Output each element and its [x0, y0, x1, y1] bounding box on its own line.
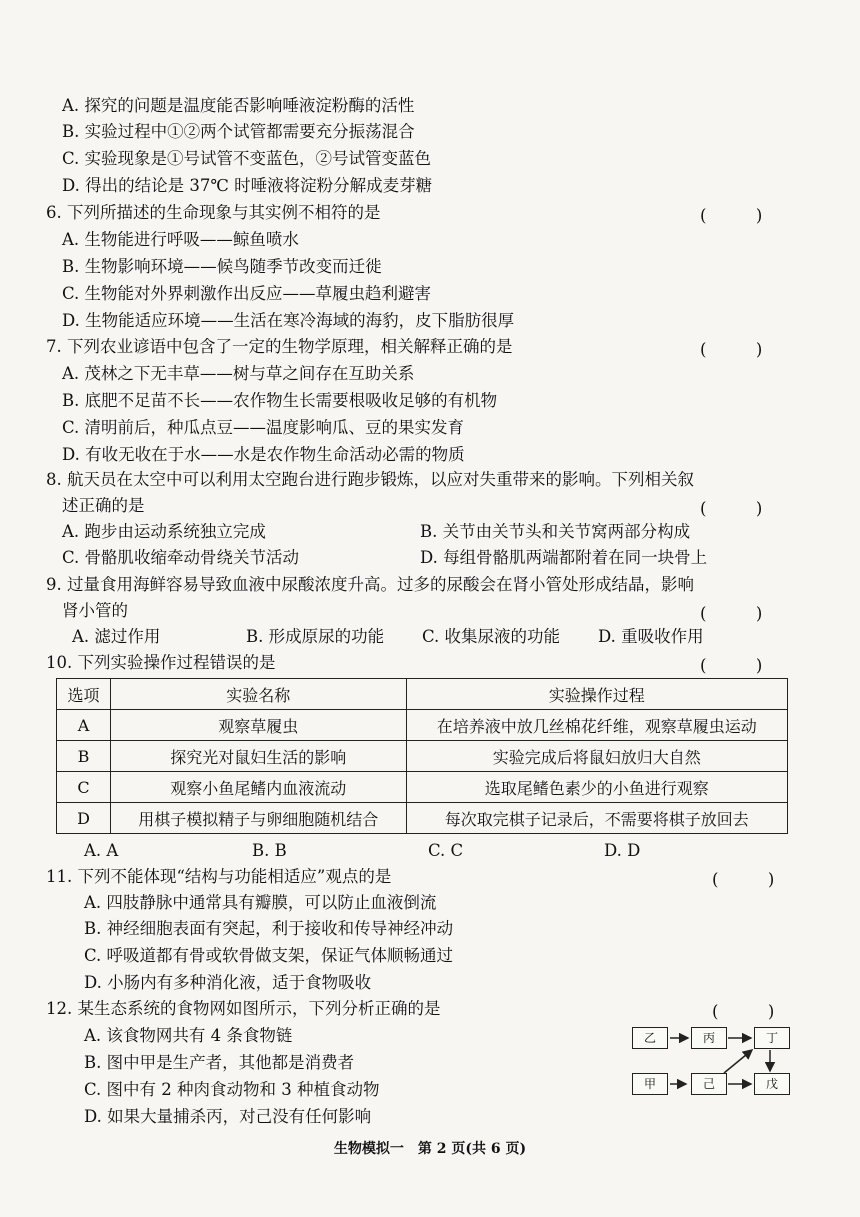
q8-stem-line1: 8. 航天员在太空中可以利用太空跑台进行跑步锻炼，以应对失重带来的影响。下列相关叙: [46, 470, 694, 489]
table-cell: 实验完成后将鼠妇放归大自然: [406, 741, 787, 772]
table-header-row: [57, 679, 788, 710]
q8-option-d: D. 每组骨骼肌两端都附着在同一块骨上: [420, 548, 708, 567]
arrow-ji-to-ding: [724, 1050, 752, 1073]
table-cell: 观察草履虫: [110, 710, 406, 741]
q5-option-d: D. 得出的结论是 37℃ 时唾液将淀粉分解成麦芽糖: [62, 176, 433, 195]
food-web-diagram: [628, 1024, 798, 1100]
node-ding: 丁: [754, 1027, 790, 1049]
node-jia: 甲: [632, 1073, 668, 1095]
table-row: [57, 710, 788, 741]
q8-option-a: A. 跑步由运动系统独立完成: [62, 522, 266, 541]
q5-option-b: B. 实验过程中①②两个试管都需要充分振荡混合: [62, 122, 415, 141]
table-header-option: 选项: [57, 679, 111, 710]
table-header-procedure: 实验操作过程: [406, 679, 787, 710]
q7-stem: 7. 下列农业谚语中包含了一定的生物学原理，相关解释正确的是: [46, 337, 513, 356]
table-cell: A: [57, 710, 111, 741]
q11-option-d: D. 小肠内有多种消化液，适于食物吸收: [84, 973, 372, 992]
q8-stem-line2: 述正确的是: [62, 496, 145, 515]
table-cell: 每次取完棋子记录后，不需要将棋子放回去: [406, 803, 787, 834]
q5-option-a: A. 探究的问题是温度能否影响唾液淀粉酶的活性: [62, 96, 415, 115]
q9-option-c: C. 收集尿液的功能: [422, 627, 561, 646]
q8-option-c: C. 骨骼肌收缩牵动骨绕关节活动: [62, 548, 300, 567]
table-row: [57, 741, 788, 772]
q10-answer-paren: ( ): [700, 656, 763, 675]
q10-stem: 10. 下列实验操作过程错误的是: [46, 653, 276, 672]
node-ji: 己: [691, 1073, 727, 1095]
q11-option-c: C. 呼吸道都有骨或软骨做支架，保证气体顺畅通过: [84, 946, 454, 965]
table-cell: C: [57, 772, 111, 803]
q11-option-a: A. 四肢静脉中通常具有瓣膜，可以防止血液倒流: [84, 893, 437, 912]
q6-option-d: D. 生物能适应环境——生活在寒冷海域的海豹，皮下脂肪很厚: [62, 311, 515, 330]
q5-option-c: C. 实验现象是①号试管不变蓝色，②号试管变蓝色: [62, 149, 432, 168]
node-yi: 乙: [632, 1027, 668, 1049]
q11-stem: 11. 下列不能体现“结构与功能相适应”观点的是: [46, 867, 392, 886]
q10-answer-b: B. B: [252, 841, 287, 860]
node-bing: 丙: [691, 1027, 727, 1049]
q7-option-a: A. 茂林之下无丰草——树与草之间存在互助关系: [62, 364, 415, 383]
q7-answer-paren: ( ): [700, 340, 763, 359]
q7-option-c: C. 清明前后，种瓜点豆——温度影响瓜、豆的果实发育: [62, 418, 465, 437]
q6-answer-paren: ( ): [700, 206, 763, 225]
table-cell: 探究光对鼠妇生活的影响: [110, 741, 406, 772]
q9-option-a: A. 滤过作用: [72, 627, 161, 646]
q8-answer-paren: ( ): [700, 499, 763, 518]
page-footer: 生物模拟一 第 2 页(共 6 页): [333, 1141, 527, 1157]
q9-stem-line1: 9. 过量食用海鲜容易导致血液中尿酸浓度升高。过多的尿酸会在肾小管处形成结晶，影响: [46, 575, 694, 594]
table-row: [57, 803, 788, 834]
q6-option-a: A. 生物能进行呼吸——鲸鱼喷水: [62, 230, 299, 249]
q12-stem: 12. 某生态系统的食物网如图所示，下列分析正确的是: [46, 999, 441, 1018]
q9-stem-line2: 肾小管的: [62, 601, 128, 620]
q8-option-b: B. 关节由关节头和关节窝两部分构成: [420, 522, 691, 541]
table-row: [57, 772, 788, 803]
table-cell: 用棋子模拟精子与卵细胞随机结合: [110, 803, 406, 834]
q6-option-c: C. 生物能对外界刺激作出反应——草履虫趋利避害: [62, 284, 432, 303]
q12-option-b: B. 图中甲是生产者，其他都是消费者: [84, 1053, 355, 1072]
q10-answer-a: A. A: [84, 841, 119, 860]
q7-option-b: B. 底肥不足苗不长——农作物生长需要根吸收足够的有机物: [62, 391, 498, 410]
q10-experiment-table: [56, 678, 788, 834]
q6-stem: 6. 下列所描述的生命现象与其实例不相符的是: [46, 203, 381, 222]
q9-option-b: B. 形成原尿的功能: [246, 627, 385, 646]
q10-answer-c: C. C: [428, 841, 464, 860]
table-cell: D: [57, 803, 111, 834]
table-cell: 观察小鱼尾鳍内血液流动: [110, 772, 406, 803]
q10-answer-d: D. D: [604, 841, 641, 860]
q9-answer-paren: ( ): [700, 604, 763, 623]
q7-option-d: D. 有收无收在于水——水是农作物生命活动必需的物质: [62, 445, 465, 464]
q12-option-d: D. 如果大量捕杀丙，对己没有任何影响: [84, 1107, 372, 1126]
table-cell: 选取尾鳍色素少的小鱼进行观察: [406, 772, 787, 803]
q6-option-b: B. 生物影响环境——候鸟随季节改变而迁徙: [62, 257, 382, 276]
q11-option-b: B. 神经细胞表面有突起，利于接收和传导神经冲动: [84, 919, 454, 938]
q9-option-d: D. 重吸收作用: [598, 627, 704, 646]
table-cell: 在培养液中放几丝棉花纤维，观察草履虫运动: [406, 710, 787, 741]
table-cell: B: [57, 741, 111, 772]
table-header-name: 实验名称: [110, 679, 406, 710]
q12-option-a: A. 该食物网共有 4 条食物链: [84, 1026, 293, 1045]
q11-answer-paren: ( ): [712, 870, 775, 889]
q12-answer-paren: ( ): [712, 1002, 775, 1021]
q12-option-c: C. 图中有 2 种肉食动物和 3 种植食动物: [84, 1080, 380, 1099]
node-wu: 戊: [754, 1073, 790, 1095]
